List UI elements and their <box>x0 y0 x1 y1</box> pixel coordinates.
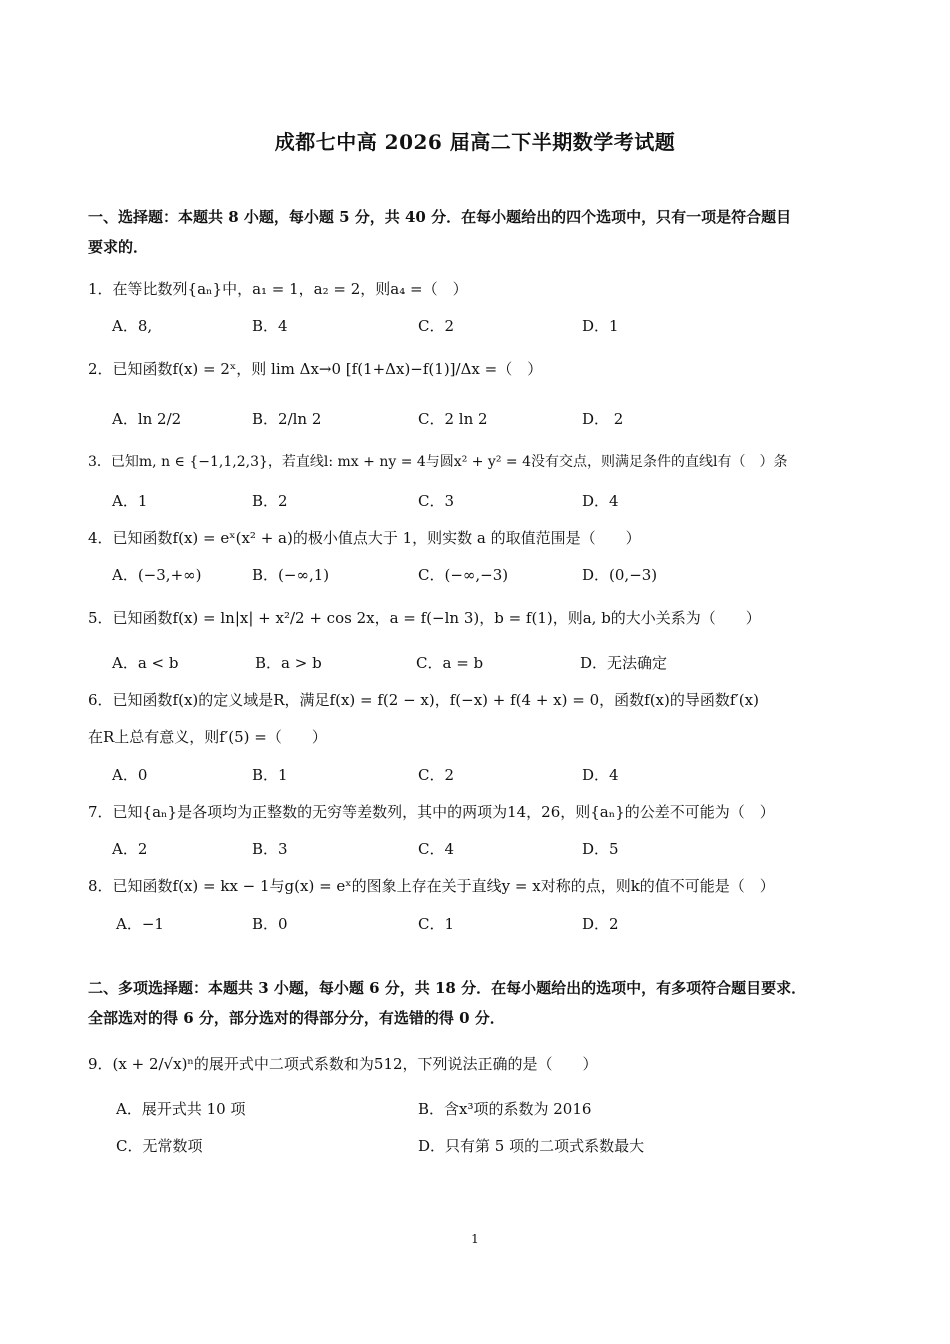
question-7: 7．已知{aₙ}是各项均为正整数的无穷等差数列，其中的两项为14，26，则{aₙ}的公差不可能为（ ） <box>88 803 775 821</box>
question-4: 4．已知函数f(x) = eˣ(x² + a)的极小值点大于 1，则实数 a 的取值范围是（ ） <box>88 529 641 547</box>
q4-option-b: B．(−∞,1) <box>252 566 330 584</box>
q4-option-a: A．(−3,+∞) <box>112 566 202 584</box>
question-6: 6．已知函数f(x)的定义域是R，满足f(x) = f(2 − x)，f(−x) + f(4 + x) = 0，函数f(x)的导函数f′(x) <box>88 691 759 709</box>
question-8: 8．已知函数f(x) = kx − 1与g(x) = eˣ的图象上存在关于直线y = x对称的点，则k的值不可能是（ ） <box>88 877 775 895</box>
q7-option-b: B．3 <box>252 840 288 858</box>
q6-option-d: D．4 <box>582 766 619 784</box>
q2-option-a: A．ln 2/2 <box>112 410 182 428</box>
question-1: 1．在等比数列{aₙ}中，a₁ = 1，a₂ = 2，则a₄ =（ ） <box>88 280 468 298</box>
question-5: 5．已知函数f(x) = ln|x| + x²/2 + cos 2x，a = f(−ln 3)，b = f(1)，则a, b的大小关系为（ ） <box>88 609 761 627</box>
q8-option-a: A．−1 <box>116 915 164 933</box>
q9-option-c: C．无常数项 <box>116 1137 203 1155</box>
q6-option-c: C．2 <box>418 766 455 784</box>
q8-option-c: C．1 <box>418 915 455 933</box>
q9-option-a: A．展开式共 10 项 <box>116 1100 246 1118</box>
section-heading-1-line-2: 要求的． <box>88 238 149 256</box>
q8-option-b: B．0 <box>252 915 288 933</box>
section-heading-2-line-2: 全部选对的得 6 分，部分选对的得部分分，有选错的得 0 分． <box>88 1009 505 1027</box>
question-3: 3．已知m, n ∈ {−1,1,2,3}，若直线l: mx + ny = 4与圆x² + y² = 4没有交点，则满足条件的直线l有（ ）条 <box>88 454 788 470</box>
q3-option-c: C．3 <box>418 492 455 510</box>
q3-option-a: A．1 <box>112 492 148 510</box>
q1-option-a: A．8, <box>112 317 153 335</box>
q1-option-d: D．1 <box>582 317 619 335</box>
q1-option-b: B．4 <box>252 317 288 335</box>
q6-option-a: A．0 <box>112 766 148 784</box>
q6-option-b: B．1 <box>252 766 288 784</box>
q8-option-d: D．2 <box>582 915 619 933</box>
q2-option-d: D． 2 <box>582 410 624 428</box>
q5-option-b: B．a > b <box>255 654 322 672</box>
q3-option-d: D．4 <box>582 492 619 510</box>
q2-option-c: C．2 ln 2 <box>418 410 488 428</box>
page-title: 成都七中高 2026 届高二下半期数学考试题 <box>274 130 676 154</box>
q4-option-d: D．(0,−3) <box>582 566 658 584</box>
q7-option-c: C．4 <box>418 840 455 858</box>
question-6-line-2: 在R上总有意义，则f′(5) =（ ） <box>88 728 327 746</box>
q7-option-d: D．5 <box>582 840 619 858</box>
q9-option-b: B．含x³项的系数为 2016 <box>418 1100 592 1118</box>
q5-option-c: C．a = b <box>416 654 484 672</box>
q1-option-c: C．2 <box>418 317 455 335</box>
question-9: 9．(x + 2/√x)ⁿ的展开式中二项式系数和为512，下列说法正确的是（ ） <box>88 1055 598 1073</box>
q5-option-d: D．无法确定 <box>580 654 668 672</box>
q5-option-a: A．a < b <box>112 654 179 672</box>
section-heading-2-line-1: 二、多项选择题：本题共 3 小题，每小题 6 分，共 18 分．在每小题给出的选项中，有多项符合题目要求． <box>88 979 807 997</box>
q3-option-b: B．2 <box>252 492 288 510</box>
section-heading-1-line-1: 一、选择题：本题共 8 小题，每小题 5 分，共 40 分．在每小题给出的四个选项中，只有一项是符合题目 <box>88 208 792 226</box>
page-number: 1 <box>471 1232 479 1246</box>
q9-option-d: D．只有第 5 项的二项式系数最大 <box>418 1137 645 1155</box>
question-2: 2．已知函数f(x) = 2ˣ，则 lim Δx→0 [f(1+Δx)−f(1)]/Δx =（ ） <box>88 360 543 378</box>
q7-option-a: A．2 <box>112 840 148 858</box>
q2-option-b: B．2/ln 2 <box>252 410 322 428</box>
q4-option-c: C．(−∞,−3) <box>418 566 509 584</box>
